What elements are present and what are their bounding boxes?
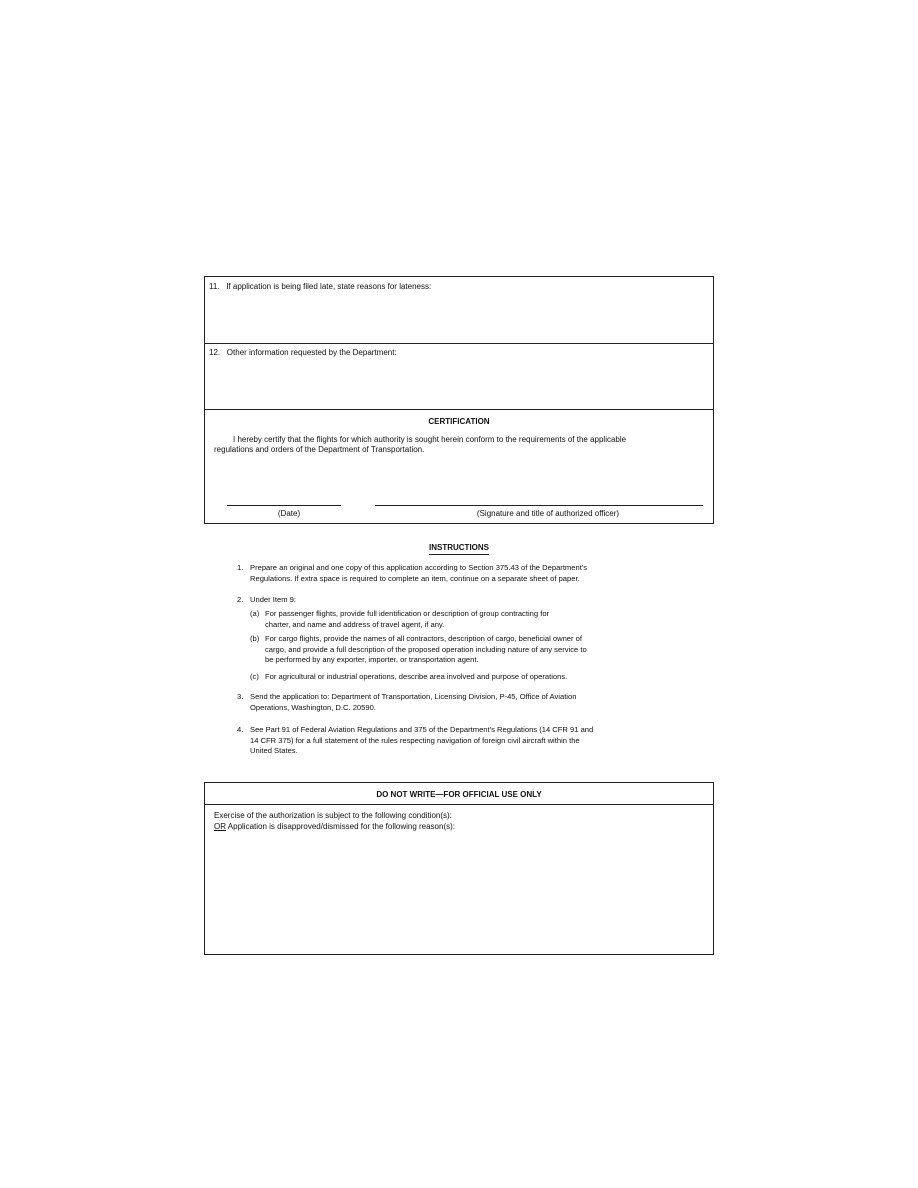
instruction-1-number: 1. bbox=[237, 563, 244, 572]
instructions-title: INSTRUCTIONS bbox=[429, 542, 489, 555]
official-use-or-text: OR bbox=[214, 822, 226, 831]
item-12-divider bbox=[205, 409, 713, 410]
instruction-2a-text bbox=[265, 609, 705, 630]
instruction-4-text bbox=[250, 725, 710, 757]
item-11-label bbox=[209, 281, 709, 292]
official-use-title: DO NOT WRITE—FOR OFFICIAL USE ONLY bbox=[376, 790, 542, 799]
instruction-2a-label: (a) bbox=[250, 609, 260, 618]
instruction-2c-label: (c) bbox=[250, 672, 259, 681]
official-use-writing-area[interactable] bbox=[214, 835, 704, 949]
certification-title: CERTIFICATION bbox=[428, 417, 490, 426]
instruction-4-line-3: United States. bbox=[250, 746, 298, 755]
item-11-answer-area[interactable] bbox=[209, 295, 709, 341]
instruction-2b-label: (b) bbox=[250, 634, 260, 643]
item-11-text: If application is being filed late, state reasons for lateness: bbox=[226, 282, 432, 291]
item-12-label bbox=[209, 347, 709, 358]
item-12-number: 12. bbox=[209, 348, 221, 357]
official-use-divider bbox=[205, 804, 713, 805]
instruction-1-line-2: Regulations. If extra space is required to complete an item, continue on a separate sheet of paper. bbox=[250, 573, 580, 583]
instruction-2b-line-1: For cargo flights, provide the names of all contractors, description of cargo, beneficial owner of bbox=[265, 634, 582, 643]
instructions-title-wrap bbox=[204, 542, 714, 555]
official-use-reasons-text: Application is disapproved/dismissed for the following reason(s): bbox=[226, 822, 456, 831]
date-line[interactable] bbox=[227, 505, 341, 506]
instruction-1-text bbox=[250, 563, 710, 584]
instruction-2c-text: For agricultural or industrial operations, describe area involved and purpose of operations. bbox=[265, 672, 568, 681]
instruction-2a-line-2: charter, and name and address of travel agent, if any. bbox=[265, 619, 445, 629]
date-label: (Date) bbox=[277, 509, 301, 518]
instruction-1-line-1: Prepare an original and one copy of this application according to Section 375.43 of the Department's bbox=[250, 563, 588, 572]
instruction-2a-line-1: For passenger flights, provide full identification or description of group contracting for bbox=[265, 609, 550, 618]
instruction-2-number: 2. bbox=[237, 595, 244, 604]
signature-line[interactable] bbox=[375, 505, 703, 506]
official-use-conditions-line: Exercise of the authorization is subject to the following condition(s): bbox=[214, 811, 452, 820]
instruction-4-line-2: 14 CFR 375) for a full statement of the rules respecting navigation of foreign civil aircraft within the bbox=[250, 735, 580, 745]
instruction-3-line-1: Send the application to: Department of Transportation, Licensing Division, P-45, Office of Aviation bbox=[250, 692, 577, 701]
instruction-2b-line-3: be performed by any exporter, importer, or transportation agent. bbox=[265, 655, 479, 664]
instruction-2b-text bbox=[265, 634, 705, 666]
official-use-reasons-line bbox=[214, 821, 704, 832]
instruction-3-text bbox=[250, 692, 710, 713]
instruction-2b-line-2: cargo, and provide a full description of the proposed operation including nature of any service to bbox=[265, 644, 587, 654]
instruction-4-number: 4. bbox=[237, 725, 244, 734]
instruction-2-text: Under Item 9: bbox=[250, 595, 297, 604]
instruction-3-line-2: Operations, Washington, D.C. 20590. bbox=[250, 702, 376, 712]
item-12-text: Other information requested by the Department: bbox=[226, 348, 397, 357]
instruction-3-number: 3. bbox=[237, 692, 244, 701]
item-11-number: 11. bbox=[209, 282, 220, 291]
signature-label: (Signature and title of authorized officer) bbox=[476, 509, 620, 518]
instruction-4-line-1: See Part 91 of Federal Aviation Regulations and 375 of the Department's Regulations (14 CFR 91 and bbox=[250, 725, 594, 734]
certification-text-line-2: regulations and orders of the Department of Transportation. bbox=[214, 445, 425, 454]
application-form-box bbox=[204, 276, 714, 524]
item-11-divider bbox=[205, 343, 713, 344]
official-use-box bbox=[204, 782, 714, 955]
certification-text-line-1: I hereby certify that the flights for which authority is sought herein conform to the requirements of the applicable bbox=[233, 435, 627, 444]
item-12-answer-area[interactable] bbox=[209, 361, 709, 407]
